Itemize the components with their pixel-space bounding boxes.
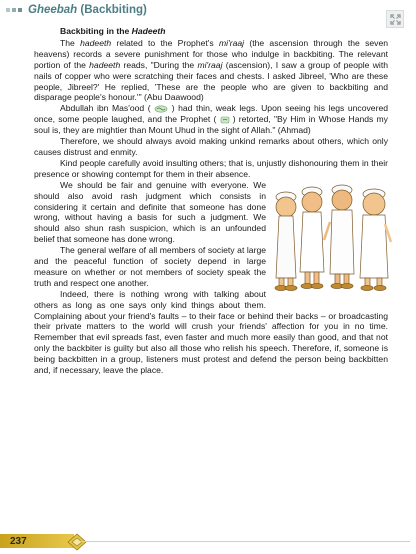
page-content	[34, 26, 388, 376]
honorific-icon	[220, 116, 230, 124]
paragraph-general-welfare: The general welfare of all members of society at large and the peaceful function of society depend in large measure on whether or not members of society speak the truth and respect one another.	[34, 245, 266, 288]
boy-figure	[275, 192, 297, 291]
boy-figure	[300, 187, 324, 289]
boy-figure	[360, 189, 391, 291]
boy-figure	[324, 185, 354, 289]
page-header	[6, 2, 147, 18]
paragraph-ibn-masood: Abdullah ibn Mas'ood ( ) had thin, weak legs. Upon seeing his legs uncovered once, some people laughed, and the Prophet ( ) retorted, "By Him in Whose Hands my soul is, they are mightier than Mount Uhud in the sight of Allah." (Ahmad)	[34, 103, 388, 136]
header-title-main: Gheebah	[28, 4, 78, 16]
paragraph-nothing-wrong: Indeed, there is nothing wrong with talking about others as long as one says only kind things about them. Complaining about your friend's faults – to their face or behind their backs – or broadcasting their private matters to the world will crush your friends' affection for you in no time. Remember that evil spreads fast, even faster and much more easily than good, and that not only the backbiter is guilty but also all those who relish his speech. Therefore, if, someone is being backbitten in a group, listeners must protest and defend the person being backbitten and, if necessary, leave the place.	[34, 288, 388, 376]
illustration-boys	[272, 182, 394, 300]
expand-icon[interactable]	[386, 10, 404, 28]
section-heading: Backbiting in the Hadeeth	[60, 26, 166, 36]
page-number: 237	[10, 536, 27, 547]
paragraph-avoid-remarks: Therefore, we should always avoid making unkind remarks about others, which only causes distrust and enmity.	[34, 136, 388, 157]
paragraph-kind-people: Kind people carefully avoid insulting others; that is, unjustly dishonouring them in their presence or showing contempt for them in their absence.	[34, 157, 388, 179]
page-header-title	[28, 4, 147, 16]
header-dots-icon	[6, 8, 22, 12]
page-footer	[0, 532, 416, 554]
paragraph-fair-genuine: We should be fair and genuine with everyone. We should also avoid rash judgment which consists in considering it certain and definite that someone has done wrong, without having a basis for such a judgment. We should also shun rash suspicion, which is an unfounded belief that someone has done wrong.	[34, 179, 266, 245]
footer-rule	[80, 541, 410, 542]
paragraph-mirraaj: The hadeeth related to the Prophet's mi'raaj (the ascension through the seven heavens) records a severe punishment for those who indulge in backbiting. The relevant portion of the hadeeth reads, "During the mi'raaj (ascension), I saw a group of people with nails of copper who were scratching their faces and chests. I asked Jibreel, 'Who are these people, Jibreel?' He replied, 'These are the people who are given to backbiting and disparage people's honour.'" (Abu Daawood)	[34, 37, 388, 103]
honorific-icon	[154, 105, 168, 113]
header-title-paren: (Backbiting)	[80, 4, 147, 16]
ornament-icon	[66, 533, 88, 551]
